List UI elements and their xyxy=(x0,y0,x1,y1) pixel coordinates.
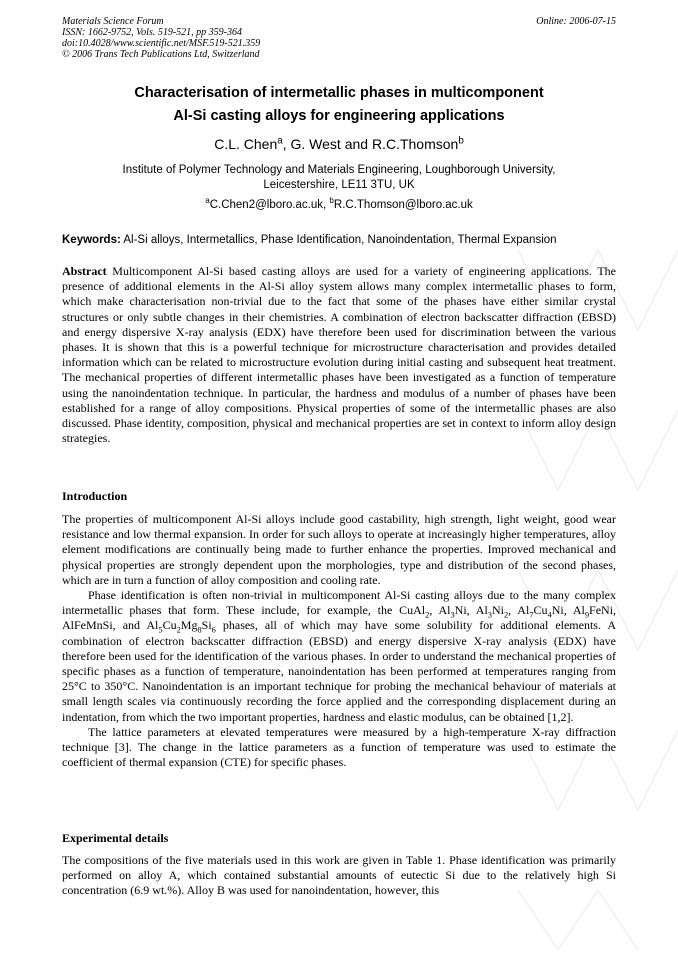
journal-name: Materials Science Forum xyxy=(62,16,164,27)
abstract-text: Multicomponent Al-Si based casting alloys are used for a variety of engineering applications. The presence of additional elements in the Al-Si alloy system allows many complex intermetallic phases to form, which make characterisation non-trivial due to the fact that some of the phases have either similar crystal structures or only subtle changes in their chemistries. A combination of electron backscatter diffraction (EBSD) and energy dispersive X-ray analysis (EDX) have therefore been used for discrimination between the various phases. It is shown that this is a powerful technique for microstructure characterisation and provides detailed information which can be related to microstructure evolution during initial casting and subsequent heat treatment. The mechanical properties of different intermetallic phases have been investigated as a function of temperature using the nanoindentation technique. In particular, the hardness and modulus of a number of phases have been established for a range of alloy compositions. Physical properties of some of the intermetallic phases are also discussed. Phase identity, composition, physical and mechanical properties are set in context to inform alloy design strategies. xyxy=(62,264,616,446)
title-line-1: Characterisation of intermetallic phases in multicomponent xyxy=(134,85,544,101)
email-b-mark: b xyxy=(329,196,334,206)
author-1-mark: a xyxy=(277,135,283,147)
journal-header xyxy=(62,16,392,60)
journal-copyright: © 2006 Trans Tech Publications Ltd, Switzerland xyxy=(62,49,260,60)
author-rest: , G. West and R.C.Thomson xyxy=(282,136,459,152)
author-emails xyxy=(62,198,616,213)
email-a-mark: a xyxy=(205,196,210,206)
journal-doi[interactable]: doi:10.4028/www.scientific.net/MSF.519-521.359 xyxy=(62,38,261,49)
affiliation-line-2: Leicestershire, LE11 3TU, UK xyxy=(263,179,415,191)
author-1: C.L. Chen xyxy=(214,136,278,152)
introduction-heading: Introduction xyxy=(62,489,128,503)
keywords xyxy=(62,233,616,248)
online-date: Online: 2006-07-15 xyxy=(536,16,616,27)
author-3-mark: b xyxy=(458,135,464,147)
abstract xyxy=(62,264,616,446)
affiliation xyxy=(90,163,588,193)
intro-paragraph-3: The lattice parameters at elevated temperatures were measured by a high-temperature X-ray diffraction technique [3]. The change in the lattice parameters as a function of temperature was used to estimate the coefficient of thermal expansion (CTE) for specific phases. xyxy=(62,724,616,770)
email-a[interactable]: C.Chen2@lboro.ac.uk, xyxy=(209,199,330,211)
journal-issn: ISSN: 1662-9752, Vols. 519-521, pp 359-364 xyxy=(62,27,242,38)
introduction-body xyxy=(62,512,616,770)
experimental-body xyxy=(62,853,616,899)
author-list xyxy=(62,135,616,153)
affiliation-line-1: Institute of Polymer Technology and Materials Engineering, Loughborough University, xyxy=(122,164,556,176)
intro-paragraph-1: The properties of multicomponent Al-Si alloys include good castability, high strength, light weight, good wear resistance and low thermal expansion. In order for such alloys to operate at increasingly higher temperatures, alloy element modifications are continually being made to further enhance the properties. Improved mechanical and physical properties are strongly dependent upon the morphologies, type and distribution of the second phases, which are in turn a function of alloy composition and cooling rate. xyxy=(62,512,616,587)
experimental-paragraph-1: The compositions of the five materials used in this work are given in Table 1. Phase identification was primarily performed on alloy A, which contained substantial amounts of eutectic Si due to the relatively high Si concentration (6.9 wt.%). Alloy B was used for nanoindentation, however, this xyxy=(62,853,616,898)
email-b[interactable]: R.C.Thomson@lboro.ac.uk xyxy=(333,199,473,211)
experimental-heading: Experimental details xyxy=(62,831,169,845)
keywords-text: Al-Si alloys, Intermetallics, Phase Identification, Nanoindentation, Thermal Expansion xyxy=(120,234,557,246)
abstract-label: Abstract xyxy=(62,264,107,278)
intro-paragraph-2: Phase identification is often non-trivial in multicomponent Al-Si casting alloys due to the many complex intermetallic phases that form. These include, for example, the CuAl$_2$, $Al_3Ni$, $Al_3Ni_2$, $Al_7Cu_4Ni$, $Al_9FeNi$, AlFeMnSi, and $Al_5Cu_2Mg_8Si_6$ phases, all of which may have some solubility for additional elements. A combination of electron backscatter diffraction (EBSD) and energy dispersive X-ray analysis (EDX) have therefore been used for the identification of the various phases. In order to understand the mechanical properties of specific phases as a function of temperature, nanoindentation has been performed at temperatures ranging from 25°C to 350°C. Nanoindentation is an important technique for probing the mechanical behaviour of materials at small length scales via continuously recording the force applied and the corresponding displacement during an indentation, from which the two important properties, hardness and elastic modulus, can be obtained [1,2]. xyxy=(62,588,617,724)
paper-title xyxy=(62,82,616,128)
title-line-2: Al-Si casting alloys for engineering applications xyxy=(173,108,505,124)
keywords-label: Keywords: xyxy=(62,234,121,246)
